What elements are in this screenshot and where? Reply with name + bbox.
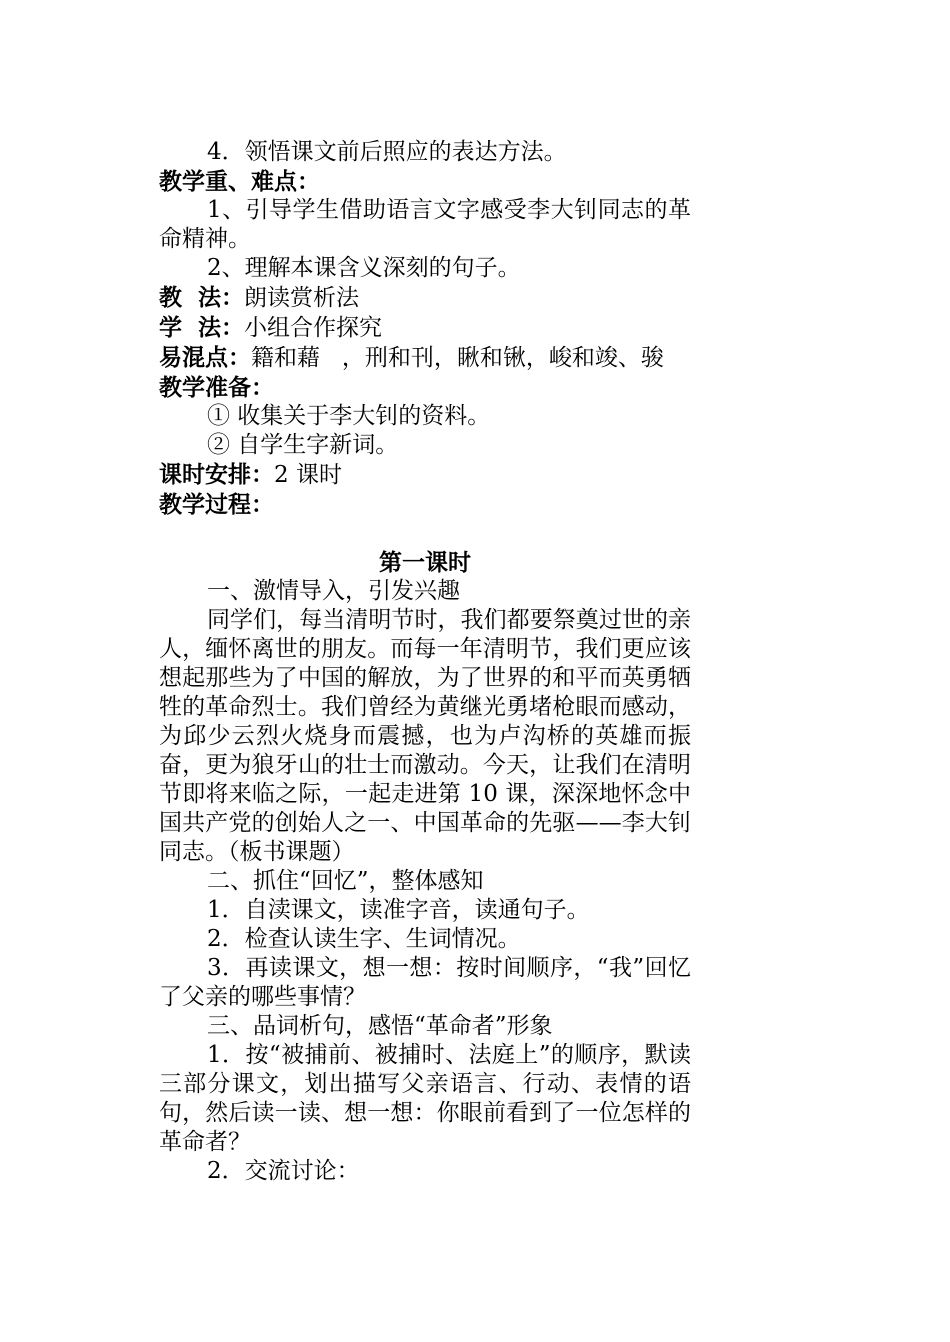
section-1-text: 同学们，每当清明节时，我们都要祭奠过世的亲人，缅怀离世的朋友。而每一年清明节，我们更应该想起那些为了中国的解放，为了世界的和平而英勇牺牲的革命烈士。我们曾经为黄继光勇堵枪眼而感动，为邱少云烈火烧身而震撼，也为卢沟桥的英雄而振奋，更为狼牙山的壮士而激动。今天，让我们在清明节即将来临之际，一起走进第 10 课，深深地怀念中国共产党的创始人之一、中国革命的先驱——李大钊同志。（板书课题） bbox=[159, 607, 691, 865]
section-2-heading: 二、抓住“回忆”，整体感知 bbox=[207, 868, 484, 894]
key-points-heading: 教学重、难点： bbox=[159, 168, 320, 195]
document-page bbox=[159, 138, 691, 1186]
section-3-heading: 三、品词析句，感悟“革命者”形象 bbox=[207, 1013, 553, 1039]
blank-line bbox=[159, 519, 691, 548]
key-point-item-1: 1、引导学生借助语言文字感受李大钊同志的革命精神。 bbox=[159, 197, 691, 252]
confusing-points-row bbox=[159, 343, 691, 373]
section-2-item-2: 2．检查认读生字、生词情况。 bbox=[207, 926, 521, 952]
teaching-method-label: 教 法： bbox=[159, 284, 245, 311]
learning-method-value: 小组合作探究 bbox=[244, 315, 383, 341]
schedule-row bbox=[159, 460, 691, 490]
confusing-points-value: 籍和藉 ，刑和刊，瞅和锹，峻和竣、骏 bbox=[251, 345, 664, 371]
teaching-method-value: 朗读赏析法 bbox=[244, 285, 360, 311]
lesson-title: 第一课时 bbox=[379, 549, 471, 576]
section-3-item-1: 1．按“被捕前、被捕时、法庭上”的顺序，默读三部分课文，划出描写父亲语言、行动、表情的语句，然后读一读、想一想：你眼前看到了一位怎样的革命者？ bbox=[159, 1042, 691, 1155]
teaching-method-row bbox=[159, 283, 691, 313]
preparation-heading: 教学准备： bbox=[159, 374, 274, 401]
objective-item-4: 4．领悟课文前后照应的表达方法。 bbox=[207, 139, 567, 165]
process-heading: 教学过程： bbox=[159, 491, 274, 518]
key-point-item-2: 2、理解本课含义深刻的句子。 bbox=[207, 255, 521, 281]
preparation-item-2: ② 自学生字新词。 bbox=[207, 432, 399, 458]
schedule-value: 2 课时 bbox=[274, 462, 342, 488]
section-1-heading: 一、激情导入，引发兴趣 bbox=[207, 578, 460, 604]
preparation-item-1: ① 收集关于李大钊的资料。 bbox=[207, 403, 491, 429]
section-2-item-1: 1．自渎课文，读准字音，读通句子。 bbox=[207, 897, 590, 923]
schedule-label: 课时安排： bbox=[159, 461, 274, 488]
learning-method-label: 学 法： bbox=[159, 314, 245, 341]
section-3-item-2: 2．交流讨论： bbox=[207, 1158, 360, 1184]
section-2-item-3: 3．再读课文，想一想：按时间顺序，“我”回忆了父亲的哪些事情？ bbox=[159, 955, 691, 1010]
confusing-points-label: 易混点： bbox=[159, 344, 251, 371]
learning-method-row bbox=[159, 313, 691, 343]
